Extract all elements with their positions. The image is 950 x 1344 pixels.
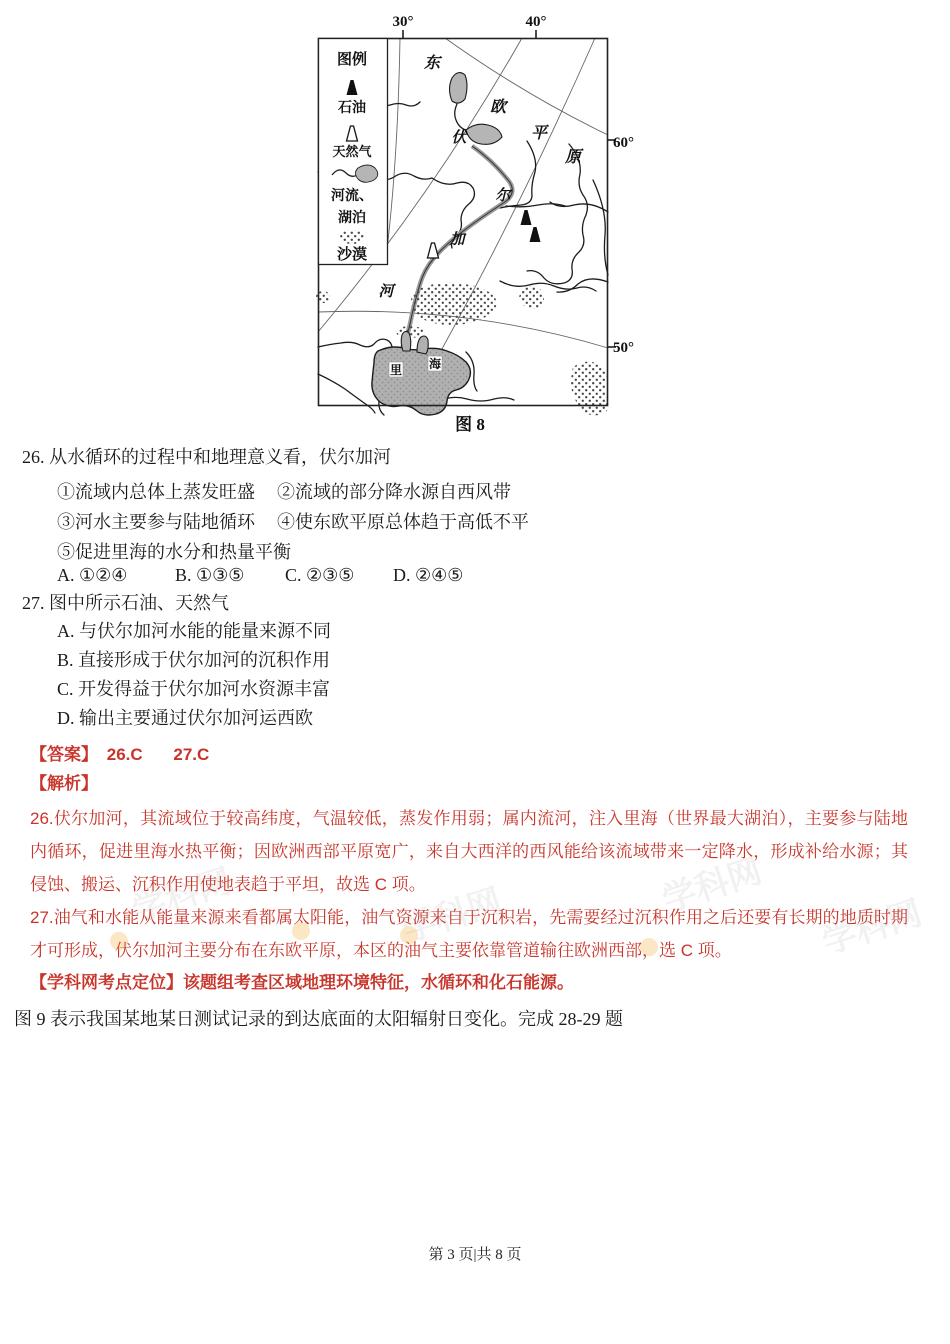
q26-item-2: ②流域的部分降水源自西风带 xyxy=(277,482,511,502)
watermark-text: 学科网 xyxy=(127,861,237,930)
q26-option-a: A. ①②④ xyxy=(57,565,128,585)
oil-symbol xyxy=(521,210,532,225)
figure-caption: 图 8 xyxy=(455,415,485,434)
river-label-char: 河 xyxy=(378,284,394,300)
q26-item-1: ①流域内总体上蒸发旺盛 xyxy=(57,482,255,502)
q26-items-row-1 xyxy=(57,479,511,505)
map-legend xyxy=(319,39,388,265)
legend-oil-label: 石油 xyxy=(338,101,366,116)
q27-stem: 27. 图中所示石油、天然气 xyxy=(22,593,229,613)
plain-label-char: 平 xyxy=(530,125,548,142)
q26-items-row-2 xyxy=(57,509,529,535)
desert-areas xyxy=(316,283,608,416)
sea-label-char: 里 xyxy=(389,363,403,377)
analysis-label: 【解析】 xyxy=(30,774,98,793)
q26-option-d: D. ②④⑤ xyxy=(393,565,464,585)
river-label-char: 尔 xyxy=(495,188,511,204)
q26-item-3: ③河水主要参与陆地循环 xyxy=(57,512,255,532)
watermark-text: 学科网 xyxy=(817,893,927,962)
river-label-char: 加 xyxy=(449,232,465,248)
plain-label-char: 欧 xyxy=(489,99,507,116)
legend-desert-label: 沙漠 xyxy=(336,247,368,263)
caspian-sea xyxy=(372,331,471,415)
q27-option-a: A. 与伏尔加河水能的能量来源不同 xyxy=(57,621,331,641)
river-label-char: 伏 xyxy=(451,130,467,146)
q26-stem: 26. 从水循环的过程中和地理意义看，伏尔加河 xyxy=(22,447,391,467)
next-section-intro: 图 9 表示我国某地某日测试记录的到达底面的太阳辐射日变化。完成 28-29 题 xyxy=(14,1009,623,1029)
watermark-text: 学科网 xyxy=(397,881,507,950)
lon-40-label: 40° xyxy=(525,14,547,30)
analysis-keypoint: 【学科网考点定位】该题组考查区域地理环境特征，水循环和化石能源。 xyxy=(30,973,574,992)
answer-q26: 26.C xyxy=(106,745,143,764)
legend-lake-symbol xyxy=(356,165,378,182)
watermark-text: 学科网 xyxy=(657,851,767,920)
page-footer: 第 3 页|共 8 页 xyxy=(428,1247,522,1263)
lat-50-label: 50° xyxy=(613,340,634,356)
gas-symbol xyxy=(428,243,439,258)
sea-label-char: 海 xyxy=(428,357,442,371)
q27-option-c: C. 开发得益于伏尔加河水资源丰富 xyxy=(57,679,331,699)
legend-gas-label: 天然气 xyxy=(332,144,372,159)
map-figure xyxy=(300,0,640,445)
legend-title: 图例 xyxy=(336,52,368,68)
q27-option-d: D. 输出主要通过伏尔加河运西欧 xyxy=(57,708,313,728)
legend-river-lake-label-2: 湖泊 xyxy=(338,211,366,226)
q26-option-c: C. ②③⑤ xyxy=(285,565,355,585)
analysis-p27: 27.油气和水能从能量来源来看都属太阳能，油气资源来自于沉积岩，先需要经过沉积作用之后还要有长期的地质时期才可形成，伏尔加河主要分布在东欧平原，本区的油气主要依靠管道输往欧洲西部，选 C 项。 xyxy=(30,908,908,960)
q26-item-4: ④使东欧平原总体趋于高低不平 xyxy=(277,512,529,532)
volga-region-map xyxy=(300,0,640,445)
lat-60-label: 60° xyxy=(613,135,634,151)
answer-line xyxy=(30,740,235,765)
q26-item-5: ⑤促进里海的水分和热量平衡 xyxy=(57,542,291,562)
q27-option-b: B. 直接形成于伏尔加河的沉积作用 xyxy=(57,650,331,670)
q26-option-b: B. ①③⑤ xyxy=(175,565,245,585)
analysis-p26: 26.伏尔加河，其流域位于较高纬度，气温较低，蒸发作用弱；属内流河，注入里海（世界最大湖泊），主要参与陆地内循环，促进里海水热平衡；因欧洲西部平原宽广，来自大西洋的西风能给该流域带来一定降水，形成补给水源；其侵蚀、搬运、沉积作用使地表趋于平坦，故选 C 项。 xyxy=(30,809,908,894)
plain-label-char: 东 xyxy=(423,55,441,72)
legend-river-lake-label-1: 河流、 xyxy=(331,189,373,204)
lon-30-label: 30° xyxy=(392,14,414,30)
plain-label-char: 原 xyxy=(564,149,582,166)
oil-symbol xyxy=(530,227,541,242)
answer-label: 【答案】 xyxy=(30,745,98,764)
answer-q27: 27.C xyxy=(173,745,210,764)
legend-desert-symbol xyxy=(340,230,364,244)
